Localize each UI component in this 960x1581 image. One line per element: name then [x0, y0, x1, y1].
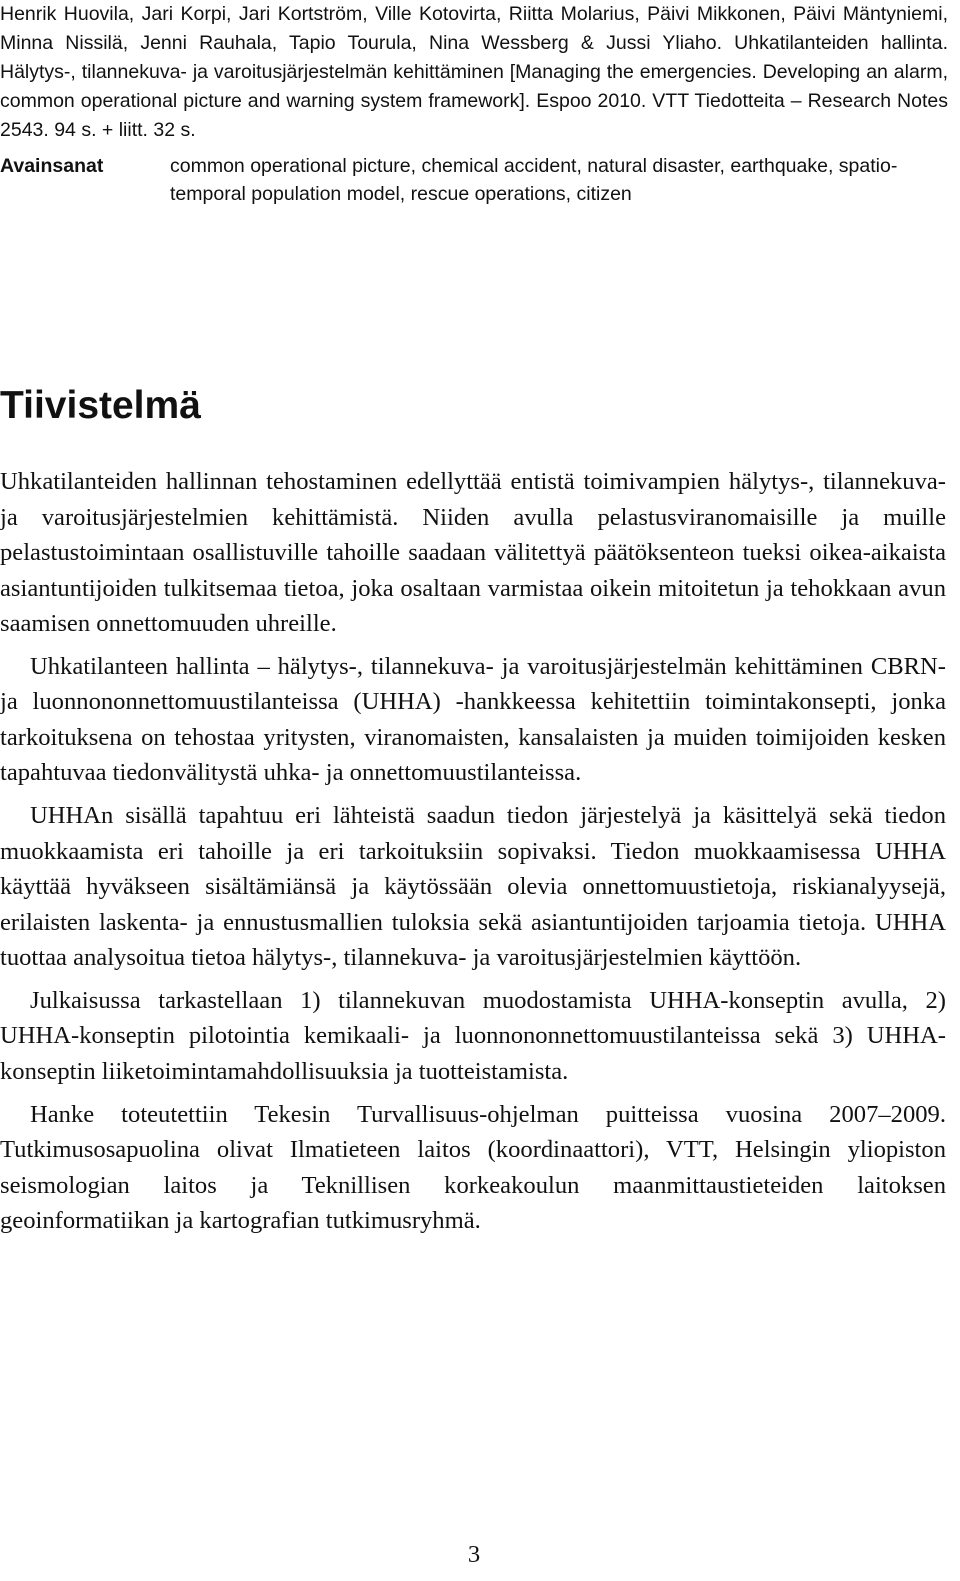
- abstract-paragraph-1: Uhkatilanteiden hallinnan tehostaminen edellyttää entistä toimivampien hälytys-, tilannekuva- ja varoitusjärjestelmien kehittämistä. Niiden avulla pelastusviranomaisille ja muille pelastustoimintaan osallistuville tahoille saadaan välitettyä päätöksenteon tueksi oikea-aikaista asiantuntijoiden tulkitsemaa tietoa, joka osaltaan varmistaa oikein mitoitetun ja tehokkaan avun saamisen onnettomuuden uhreille.: [0, 468, 946, 637]
- abstract-body: [0, 464, 946, 1246]
- keywords-text: common operational picture, chemical accident, natural disaster, earthquake, spatio-temporal population model, rescue operations, citizen: [170, 155, 898, 205]
- abstract-paragraph-2: Uhkatilanteen hallinta – hälytys-, tilannekuva- ja varoitusjärjestelmän kehittäminen CBRN- ja luonnononnettomuustilanteissa (UHHA) -hankkeessa kehitettiin toimintakonsepti, jonka tarkoituksena on tehostaa yritysten, viranomaisten, kansalaisten ja muiden toimijoiden kesken tapahtuvaa tiedonvälitystä uhka- ja onnettomuustilanteissa.: [0, 652, 946, 787]
- abstract-paragraph-3: UHHAn sisällä tapahtuu eri lähteistä saadun tiedon järjestelyä ja käsittelyä sekä tiedon muokkaamista eri tahoille ja eri tarkoituksiin sopivaksi. Tiedon muokkaamisessa UHHA käyttää hyväkseen sisältämiänsä ja käytössään olevia onnettomuustietoja, riskianalyysejä, erilaisten laskenta- ja ennustusmallien tuloksia sekä asiantuntijoiden tarjoamia tietoja. UHHA tuottaa analysoitua tietoa hälytys-, tilannekuva- ja varoitusjärjestelmien käyttöön.: [0, 802, 946, 972]
- keywords-label: Avainsanat: [0, 155, 104, 177]
- page-number: 3: [467, 1541, 481, 1568]
- abstract-paragraph-4: Julkaisussa tarkastellaan 1) tilannekuvan muodostamista UHHA-konseptin avulla, 2) UHHA-konseptin pilotointia kemikaali- ja luonnononnettomuustilanteissa sekä 3) UHHA-konseptin liiketoimintamahdollisuuksia ja tuotteistamista.: [0, 986, 946, 1085]
- bibliographic-citation: Henrik Huovila, Jari Korpi, Jari Kortström, Ville Kotovirta, Riitta Molarius, Päivi Mikkonen, Päivi Mäntyniemi, Minna Nissilä, Jenni Rauhala, Tapio Tourula, Nina Wessberg & Jussi Yliaho. Uhkatilanteiden hallinta. Hälytys-, tilannekuva- ja varoitusjärjestelmän kehittäminen [Managing the emergencies. Developing an alarm, common operational picture and warning system framework]. Espoo 2010. VTT Tiedotteita – Research Notes 2543. 94 s. + liitt. 32 s.: [0, 3, 948, 141]
- abstract-paragraph-5: Hanke toteutettiin Tekesin Turvallisuus-ohjelman puitteissa vuosina 2007–2009. Tutkimusosapuolina olivat Ilmatieteen laitos (koordinaattori), VTT, Helsingin yliopiston seismologian laitos ja Teknillisen korkeakoulun maanmittaustieteiden laitoksen geoinformatiikan ja kartografian tutkimusryhmä.: [0, 1100, 946, 1235]
- section-heading: Tiivistelmä: [0, 384, 201, 427]
